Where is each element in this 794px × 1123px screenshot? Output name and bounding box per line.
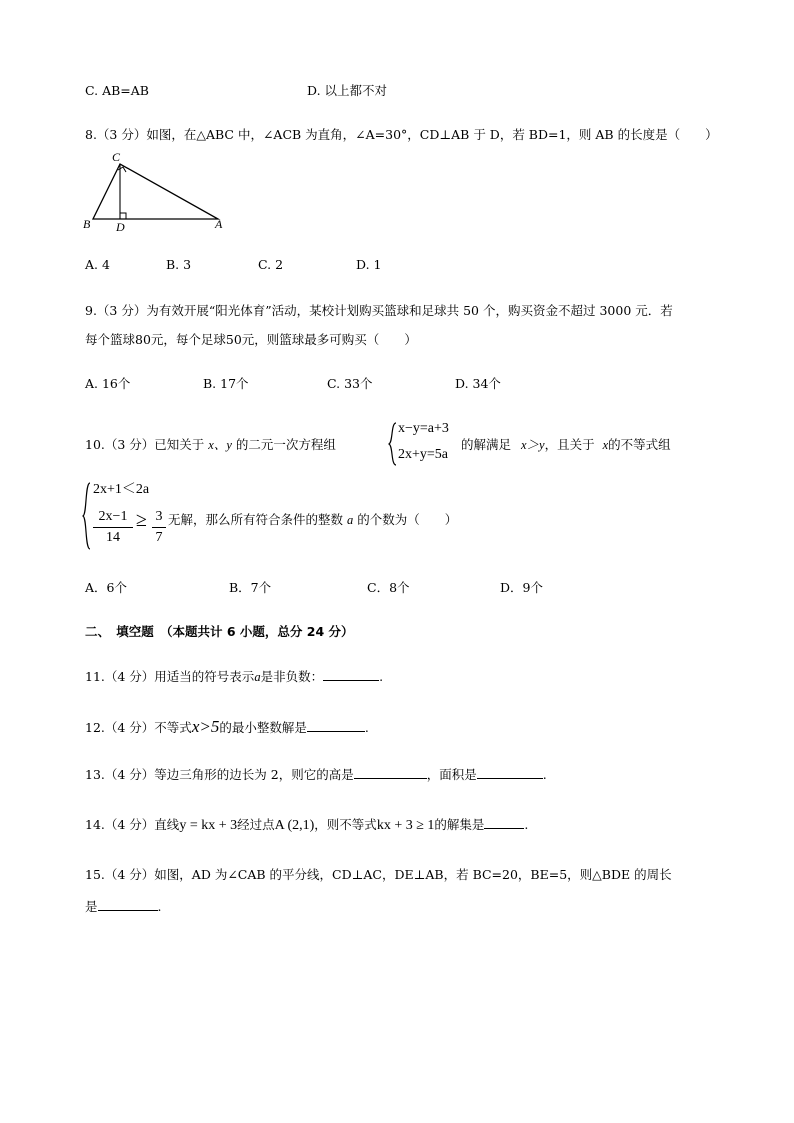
- q13: [85, 766, 547, 784]
- q12-end: .: [364, 720, 369, 735]
- q10-line2: [168, 511, 457, 529]
- q9-stem-line1: 9.（3 分）为有效开展“阳光体育”活动，某校计划购买篮球和足球共 50 个，购买资金不超过 3000 元．若: [85, 303, 673, 318]
- q8-stem: 8.（3 分）如图，在△ABC 中，∠ACB 为直角，∠A=30°，CD⊥AB 于 D，若 BD=1，则 AB 的长度是（ ）: [85, 127, 718, 142]
- q7-option-d: D. 以上都不对: [307, 83, 388, 98]
- q10-frac1-den: 14: [106, 530, 120, 545]
- q15-line2-a: 是: [85, 899, 98, 914]
- label-b: B: [83, 217, 91, 231]
- q10-condition: x＞y: [521, 438, 545, 452]
- q8-option-c: C. 2: [258, 257, 284, 272]
- q8-option-d: D. 1: [356, 257, 382, 272]
- label-a: A: [215, 217, 223, 231]
- q10-after-system-text: 的解满足: [461, 437, 512, 452]
- q9-option-b: B. 17个: [203, 376, 249, 391]
- q11: [85, 668, 383, 686]
- q14: [85, 816, 528, 835]
- section2-title: 二、 填空题 （本题共计 6 小题，总分 24 分）: [85, 624, 354, 639]
- q9-option-d: D. 34个: [455, 376, 501, 391]
- q10-eq1: x−y=a+3: [398, 421, 449, 436]
- q13-text-a: 13.（4 分）等边三角形的边长为 2，则它的高是: [85, 767, 354, 782]
- q10-end1-text: 的不等式组: [608, 437, 671, 452]
- q10-after-system: [461, 436, 671, 454]
- q10-system-brace: [388, 422, 398, 466]
- q10-var-xy: x、y: [208, 438, 232, 452]
- q10-frac1-bar: [93, 527, 133, 528]
- label-c: C: [112, 150, 121, 164]
- q12: [85, 718, 369, 737]
- q10-var-a: a: [347, 513, 354, 527]
- q15-line2: [85, 898, 162, 916]
- label-d: D: [116, 220, 125, 234]
- q15-end: .: [157, 899, 162, 914]
- q10-mid-text: 的二元一次方程组: [235, 437, 336, 452]
- q12-text-a: 12.（4 分）不等式: [85, 720, 192, 735]
- q10-frac1-num: 2x−1: [98, 509, 128, 524]
- q7-option-c: C. AB=AB: [85, 83, 149, 98]
- q13-height-blank[interactable]: [354, 766, 427, 779]
- q14-text-c: ，则不等式: [314, 817, 377, 832]
- q15-answer-blank[interactable]: [98, 898, 158, 911]
- q10-frac2-bar: [152, 527, 166, 528]
- q10-option-d: D．9个: [500, 580, 543, 595]
- q10-prefix-text: 10.（3 分）已知关于: [85, 437, 205, 452]
- q14-end: .: [524, 817, 529, 832]
- q10-inequality-brace: [82, 482, 92, 550]
- q8-option-a: A. 4: [85, 257, 110, 272]
- q15-line1: 15.（4 分）如图，AD 为∠CAB 的平分线，CD⊥AC，DE⊥AB，若 BC=20，BE=5，则△BDE 的周长: [85, 867, 672, 882]
- q10-ineq1: 2x+1＜2a: [93, 482, 150, 497]
- q11-var: a: [254, 670, 261, 684]
- q14-text-b: 经过点: [237, 817, 275, 832]
- q11-text-b: 是非负数：: [260, 669, 324, 684]
- q9-stem-line2: 每个篮球80元，每个足球50元，则篮球最多可购买（ ）: [85, 332, 417, 347]
- q13-end: .: [542, 767, 547, 782]
- q10-line2-b: 的个数为（ ）: [357, 512, 458, 527]
- q10-after-cond-text: ，且关于: [544, 437, 595, 452]
- q8-triangle-figure: [80, 148, 240, 238]
- q10-line2-a: 无解，那么所有符合条件的整数: [168, 512, 344, 527]
- q10-option-c: C．8个: [367, 580, 410, 595]
- q10-relation: ≥: [136, 509, 147, 531]
- q10-prefix: [85, 436, 336, 454]
- q10-frac2-den: 7: [155, 530, 163, 545]
- q10-frac2-num: 3: [155, 509, 163, 524]
- q14-point: A (2,1): [274, 818, 315, 833]
- q11-answer-blank[interactable]: [323, 668, 379, 681]
- q8-option-b: B. 3: [166, 257, 192, 272]
- q12-answer-blank[interactable]: [307, 719, 365, 732]
- q10-option-a: A．6个: [85, 580, 127, 595]
- q10-var-x: x: [602, 438, 609, 452]
- q9-option-c: C. 33个: [327, 376, 373, 391]
- q14-text-a: 14.（4 分）直线: [85, 817, 180, 832]
- q12-math: x>5: [191, 717, 220, 736]
- q13-text-b: ，面积是: [426, 767, 477, 782]
- q14-text-d: 的解集是: [434, 817, 485, 832]
- q12-text-b: 的最小整数解是: [219, 720, 307, 735]
- q10-option-b: B．7个: [229, 580, 272, 595]
- q11-end: .: [379, 669, 384, 684]
- q10-eq2: 2x+y=5a: [398, 447, 449, 462]
- q9-option-a: A. 16个: [85, 376, 131, 391]
- q11-text-a: 11.（4 分）用适当的符号表示: [85, 669, 255, 684]
- q13-area-blank[interactable]: [477, 766, 543, 779]
- q14-inequality: kx + 3 ≥ 1: [376, 818, 435, 833]
- q14-line-equation: y = kx + 3: [179, 818, 238, 833]
- q14-answer-blank[interactable]: [484, 816, 524, 829]
